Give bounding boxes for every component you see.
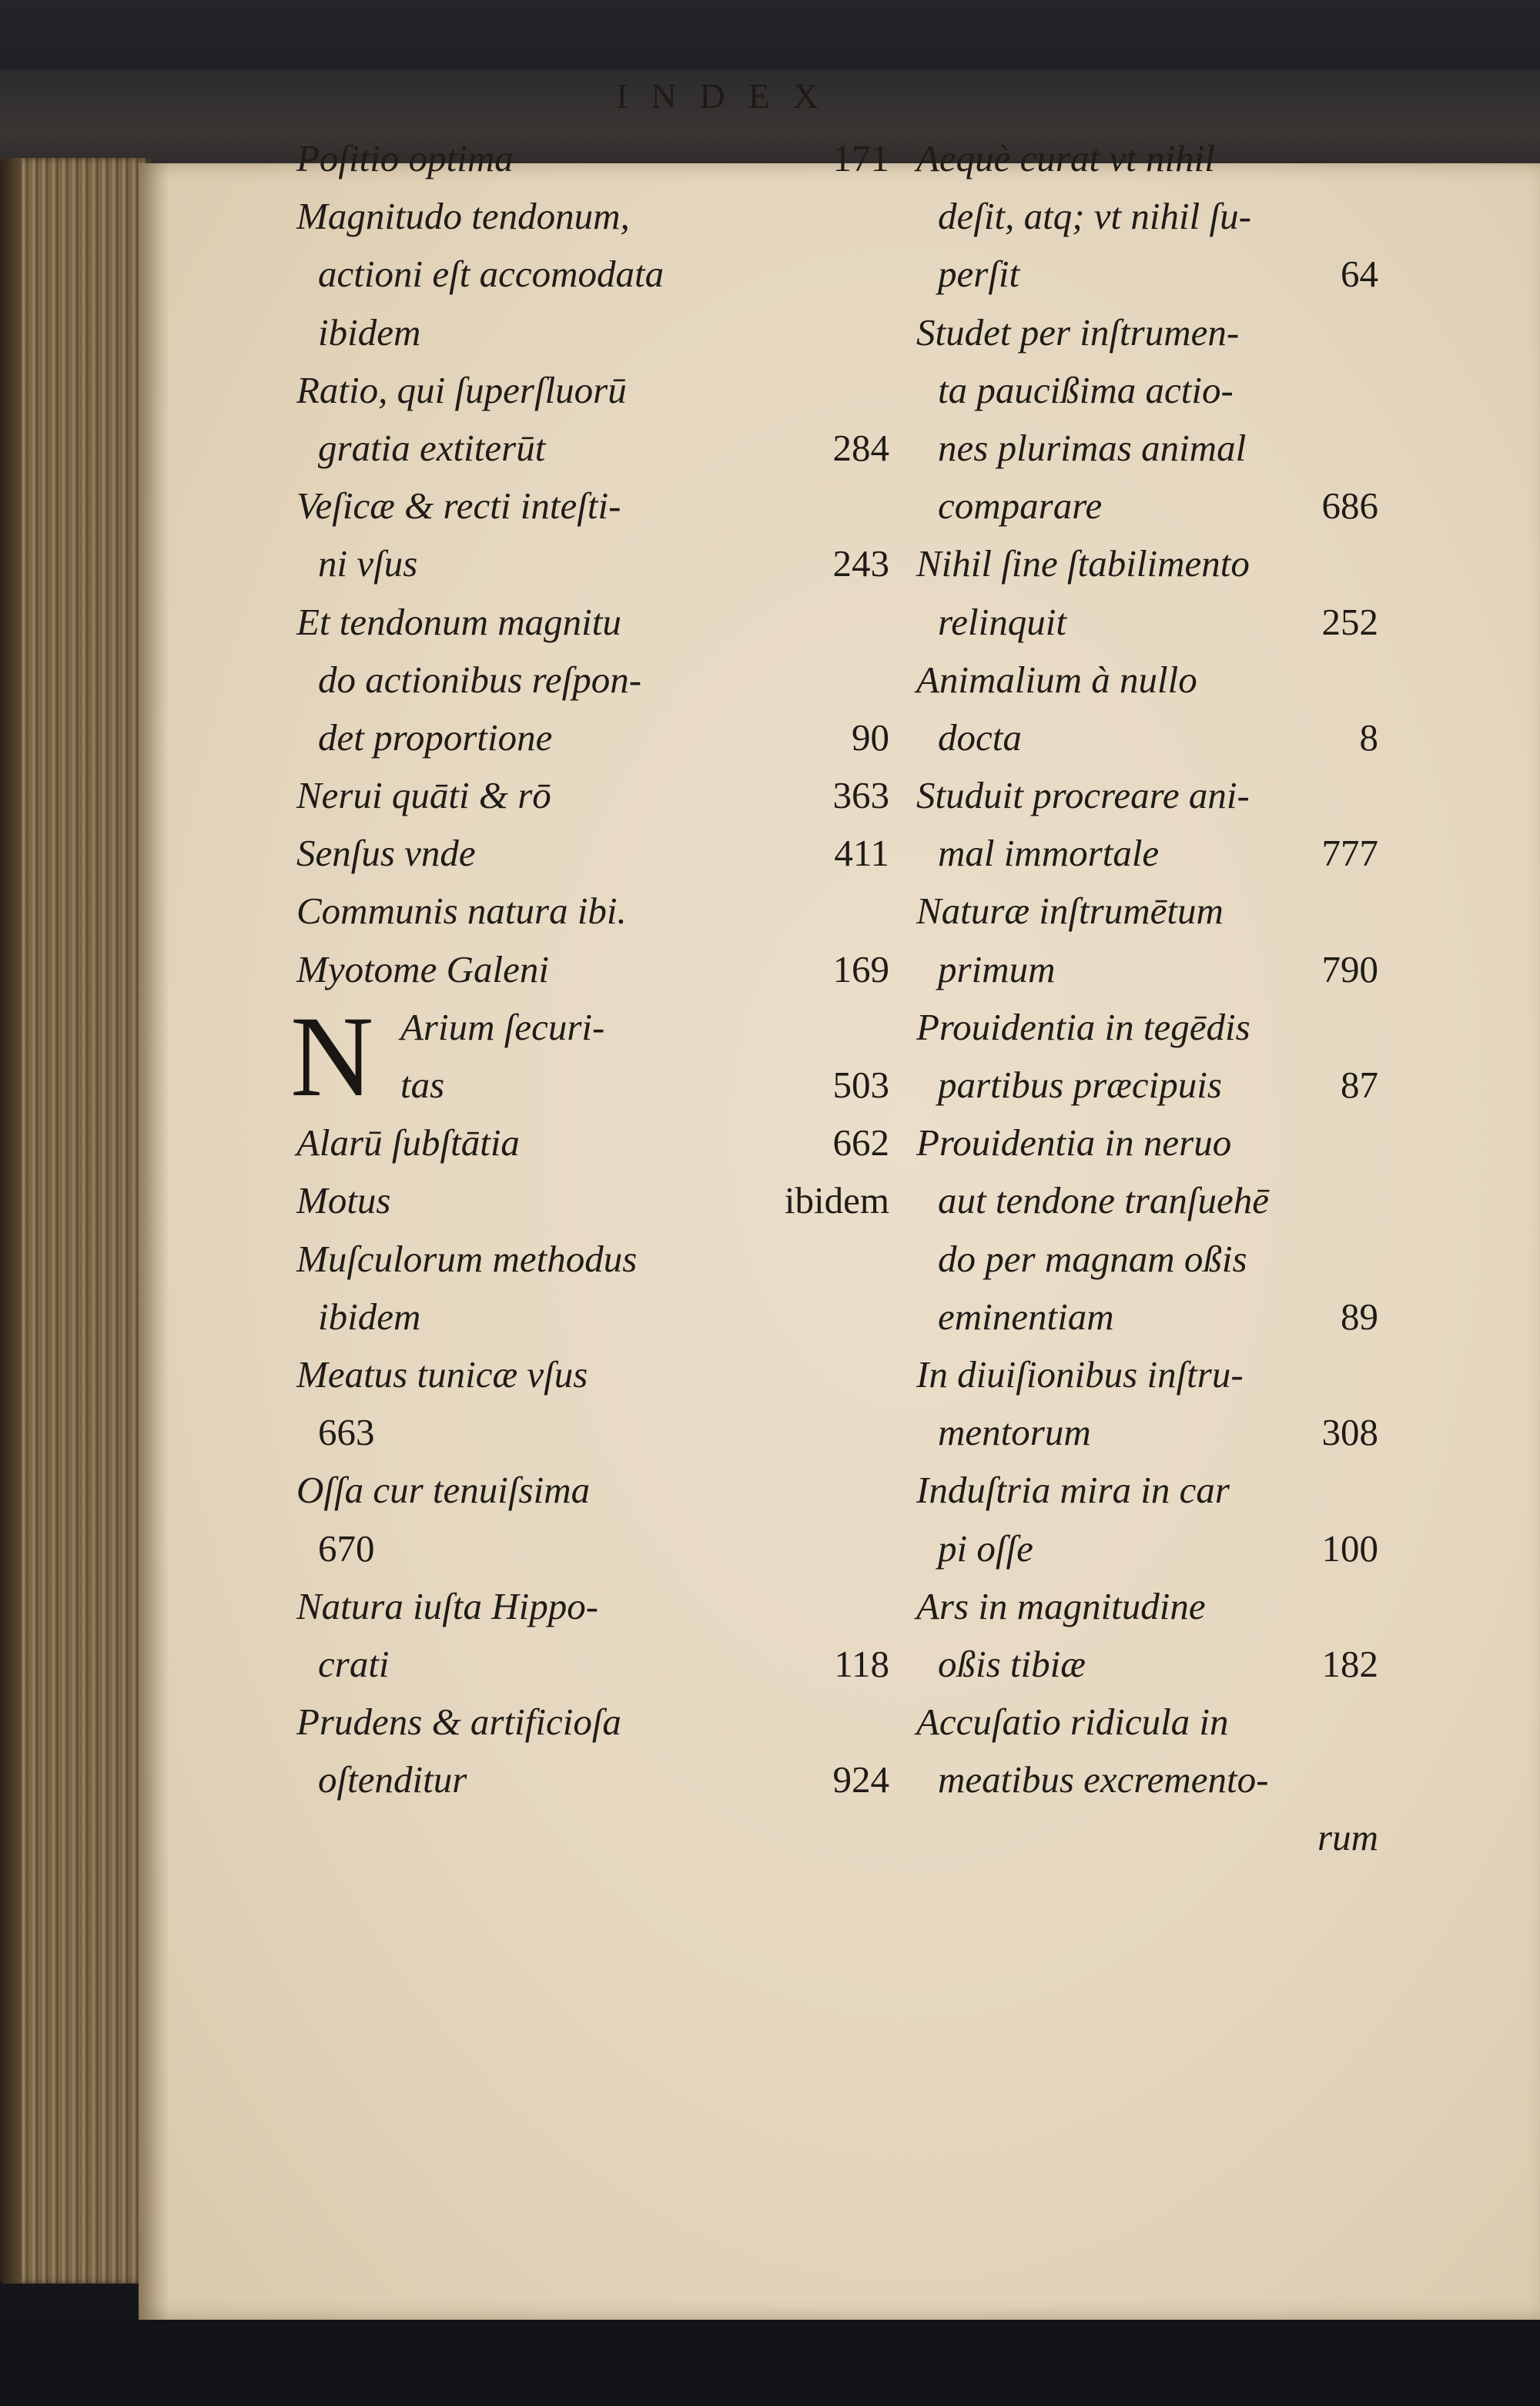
index-entry-line — [296, 1056, 889, 1114]
index-entry-page-number: 363 — [832, 774, 889, 817]
index-entry-line — [296, 593, 889, 651]
index-entry-text: oßis tibiæ — [938, 1642, 1086, 1685]
index-entry-page-number: 118 — [834, 1642, 889, 1685]
index-entry-text: deſit, atq; vt nihil ſu- — [938, 195, 1251, 238]
index-entry-text: In diuiſionibus inſtru- — [916, 1352, 1244, 1396]
index-entry-line — [916, 651, 1378, 709]
index-entry-line — [296, 1520, 889, 1577]
background-bottom — [0, 2320, 1540, 2406]
page-stack-edge — [0, 158, 150, 2284]
index-entry-text: ni vſus — [318, 542, 418, 585]
index-entry-text: do actionibus reſpon- — [318, 658, 642, 701]
index-entry-line — [916, 419, 1378, 477]
index-entry-text: primum — [938, 947, 1056, 990]
index-entry-text: det proportione — [318, 715, 553, 759]
index-entry-line — [296, 1577, 889, 1635]
index-entry-line — [916, 593, 1378, 651]
index-entry-page-number: 8 — [1359, 715, 1378, 759]
index-entry-line — [296, 651, 889, 709]
index-entry-text: ibidem — [318, 310, 421, 354]
index-entry-text: Meatus tunicæ vſus — [296, 1352, 588, 1396]
index-entry-text: Magnitudo tendonum, — [296, 195, 630, 238]
index-entry-page-number: 662 — [832, 1121, 889, 1164]
index-entry-line — [916, 1114, 1378, 1171]
index-entry-page-number: 64 — [1341, 253, 1378, 296]
index-entry-text: mal immortale — [938, 832, 1160, 875]
index-entry-text: Myotome Galeni — [296, 947, 549, 990]
index-entry-line — [916, 709, 1378, 766]
index-entry-line — [916, 534, 1378, 592]
index-entry-page-number: 252 — [1321, 600, 1378, 643]
index-entry-text: Natura iuſta Hippo- — [296, 1584, 599, 1627]
index-entry-page-number: 87 — [1341, 1064, 1378, 1106]
index-entry-page-number: 284 — [832, 426, 889, 469]
index-entry-text: Studet per inſtrumen- — [916, 310, 1240, 354]
index-entry-line — [916, 1635, 1378, 1693]
index-entry-line — [296, 1751, 889, 1808]
index-entry-line — [296, 1403, 889, 1461]
index-entry-line — [916, 824, 1378, 882]
index-entry-page-number: 670 — [318, 1526, 375, 1570]
index-entry-text: comparare — [938, 484, 1103, 528]
index-entry-line — [296, 361, 889, 419]
index-entry-line — [916, 882, 1378, 940]
index-entry-line — [296, 534, 889, 592]
index-entry-text: actioni eſt accomodata — [318, 253, 665, 296]
index-entry-line — [916, 766, 1378, 824]
index-entry-page-number: 182 — [1321, 1642, 1378, 1685]
index-entry-page-number: 308 — [1321, 1411, 1378, 1454]
index-entry-line — [296, 709, 889, 766]
index-entry-text: Muſculorum methodus — [296, 1237, 638, 1280]
drop-cap-letter: N — [290, 992, 374, 1121]
index-entry-line — [916, 1808, 1378, 1866]
index-entry-text: relinquit — [938, 600, 1066, 643]
index-entry-line — [916, 1461, 1378, 1519]
index-entry-text: eminentiam — [938, 1295, 1114, 1338]
index-entry-text: nes plurimas animal — [938, 426, 1247, 469]
index-column-left — [290, 129, 889, 1808]
index-entry-text: Induſtria mira in car — [916, 1469, 1230, 1512]
index-entry-text: Motus — [296, 1179, 391, 1222]
index-entry-text: Alarū ſubſtātia — [296, 1121, 520, 1164]
index-entry-page-number: 924 — [832, 1758, 889, 1801]
index-entry-page-number: 90 — [852, 715, 889, 759]
index-column-right — [916, 129, 1378, 1867]
index-entry-text: Prouidentia in tegēdis — [916, 1005, 1250, 1048]
index-entry-line — [296, 766, 889, 824]
index-entry-line — [916, 1288, 1378, 1345]
index-entry-line — [296, 1288, 889, 1345]
index-entry-page-number: 411 — [834, 832, 889, 875]
index-entry-line — [916, 129, 1378, 187]
index-entry-text: Nerui quāti & rō — [296, 774, 551, 817]
index-entry-text: perſit — [938, 253, 1020, 296]
index-entry-line — [296, 1693, 889, 1751]
index-entry-text: Senſus vnde — [296, 832, 476, 875]
index-entry-text: Prudens & artificioſa — [296, 1701, 621, 1744]
index-entry-text: Studuit procreare ani- — [916, 774, 1250, 817]
index-entry-text: tas — [400, 1064, 445, 1106]
index-entry-line — [296, 824, 889, 882]
index-entry-line — [296, 419, 889, 477]
index-entry-line — [916, 1056, 1378, 1114]
page-gutter-shadow — [139, 163, 169, 2320]
index-entry-page-number: 686 — [1321, 484, 1378, 528]
index-entry-text: gratia extiterūt — [318, 426, 546, 469]
index-entry-line — [916, 303, 1378, 361]
index-entry-line — [296, 882, 889, 940]
page-header: INDEX — [616, 76, 842, 116]
index-entry-line — [916, 1751, 1378, 1808]
book-spine-shadow — [0, 158, 22, 2284]
index-entry-text: Oſſa cur tenuiſsima — [296, 1469, 591, 1512]
index-entry-text: meatibus excremento- — [938, 1758, 1269, 1801]
index-entry-line — [296, 245, 889, 303]
index-entry-text: pi oſſe — [938, 1526, 1033, 1570]
index-entry-page-number: ibidem — [784, 1179, 889, 1222]
index-entry-text: Animalium à nullo — [916, 658, 1197, 701]
index-entry-text: do per magnam oßis — [938, 1237, 1247, 1280]
index-entry-text: Aequè curat vt nihil — [916, 137, 1215, 179]
index-entry-page-number: 243 — [832, 542, 889, 585]
index-entry-line — [916, 998, 1378, 1056]
index-entry-text: Prouidentia in neruo — [916, 1121, 1232, 1164]
index-entry-text: crati — [318, 1642, 390, 1685]
index-entry-text: Nihil ſine ſtabilimento — [916, 542, 1250, 585]
index-entry-page-number: 100 — [1321, 1526, 1378, 1570]
index-entry-text: Arium ſecuri- — [400, 1005, 605, 1048]
index-entry-line — [296, 1114, 889, 1171]
index-entry-page-number: 663 — [318, 1411, 375, 1454]
index-entry-text: aut tendone tranſuehē — [938, 1179, 1270, 1222]
index-entry-text: Ratio, qui ſuperſluorū — [296, 368, 627, 411]
index-entry-text: Poſitio optima — [296, 137, 514, 179]
index-entry-line — [916, 1230, 1378, 1288]
index-entry-page-number: 89 — [1341, 1295, 1378, 1338]
index-entry-line — [916, 940, 1378, 998]
index-entry-text: mentorum — [938, 1411, 1091, 1454]
index-entry-line — [296, 477, 889, 534]
index-entry-line — [916, 1577, 1378, 1635]
index-entry-page-number: 503 — [832, 1064, 889, 1106]
index-entry-line — [296, 303, 889, 361]
index-entry-line — [916, 1403, 1378, 1461]
index-entry-line — [916, 1171, 1378, 1229]
index-entry-line — [296, 1171, 889, 1229]
index-entry-text: partibus præcipuis — [938, 1064, 1222, 1106]
index-entry-line — [916, 245, 1378, 303]
index-entry-line — [916, 1693, 1378, 1751]
index-entry-line — [296, 1345, 889, 1403]
index-entry-line — [296, 187, 889, 245]
index-entry-page-number: rum — [1317, 1816, 1378, 1859]
index-entry-text: Et tendonum magnitu — [296, 600, 621, 643]
index-entry-line — [296, 1230, 889, 1288]
index-entry-line — [916, 187, 1378, 245]
index-entry-text: oſtenditur — [318, 1758, 467, 1801]
index-entry-text: Accuſatio ridicula in — [916, 1701, 1229, 1744]
index-entry-page-number: 171 — [832, 137, 889, 179]
index-entry-line — [916, 361, 1378, 419]
index-entry-line — [916, 1345, 1378, 1403]
index-entry-text: ta paucißima actio- — [938, 368, 1234, 411]
index-entry-line — [296, 940, 889, 998]
index-entry-text: Communis natura ibi. — [296, 890, 627, 933]
index-entry-text: docta — [938, 715, 1022, 759]
index-entry-line — [296, 129, 889, 187]
index-entry-text: Naturæ inſtrumētum — [916, 890, 1224, 933]
index-entry-page-number: 790 — [1321, 947, 1378, 990]
index-entry-text: ibidem — [318, 1295, 421, 1338]
index-entry-line — [916, 1520, 1378, 1577]
index-entry-page-number: 777 — [1321, 832, 1378, 875]
index-entry-line — [296, 1635, 889, 1693]
index-entry-text: Ars in magnitudine — [916, 1584, 1206, 1627]
index-entry-page-number: 169 — [832, 947, 889, 990]
index-entry-text: Veſicæ & recti inteſti- — [296, 484, 621, 528]
index-entry-line — [916, 477, 1378, 534]
index-entry-line — [296, 1461, 889, 1519]
